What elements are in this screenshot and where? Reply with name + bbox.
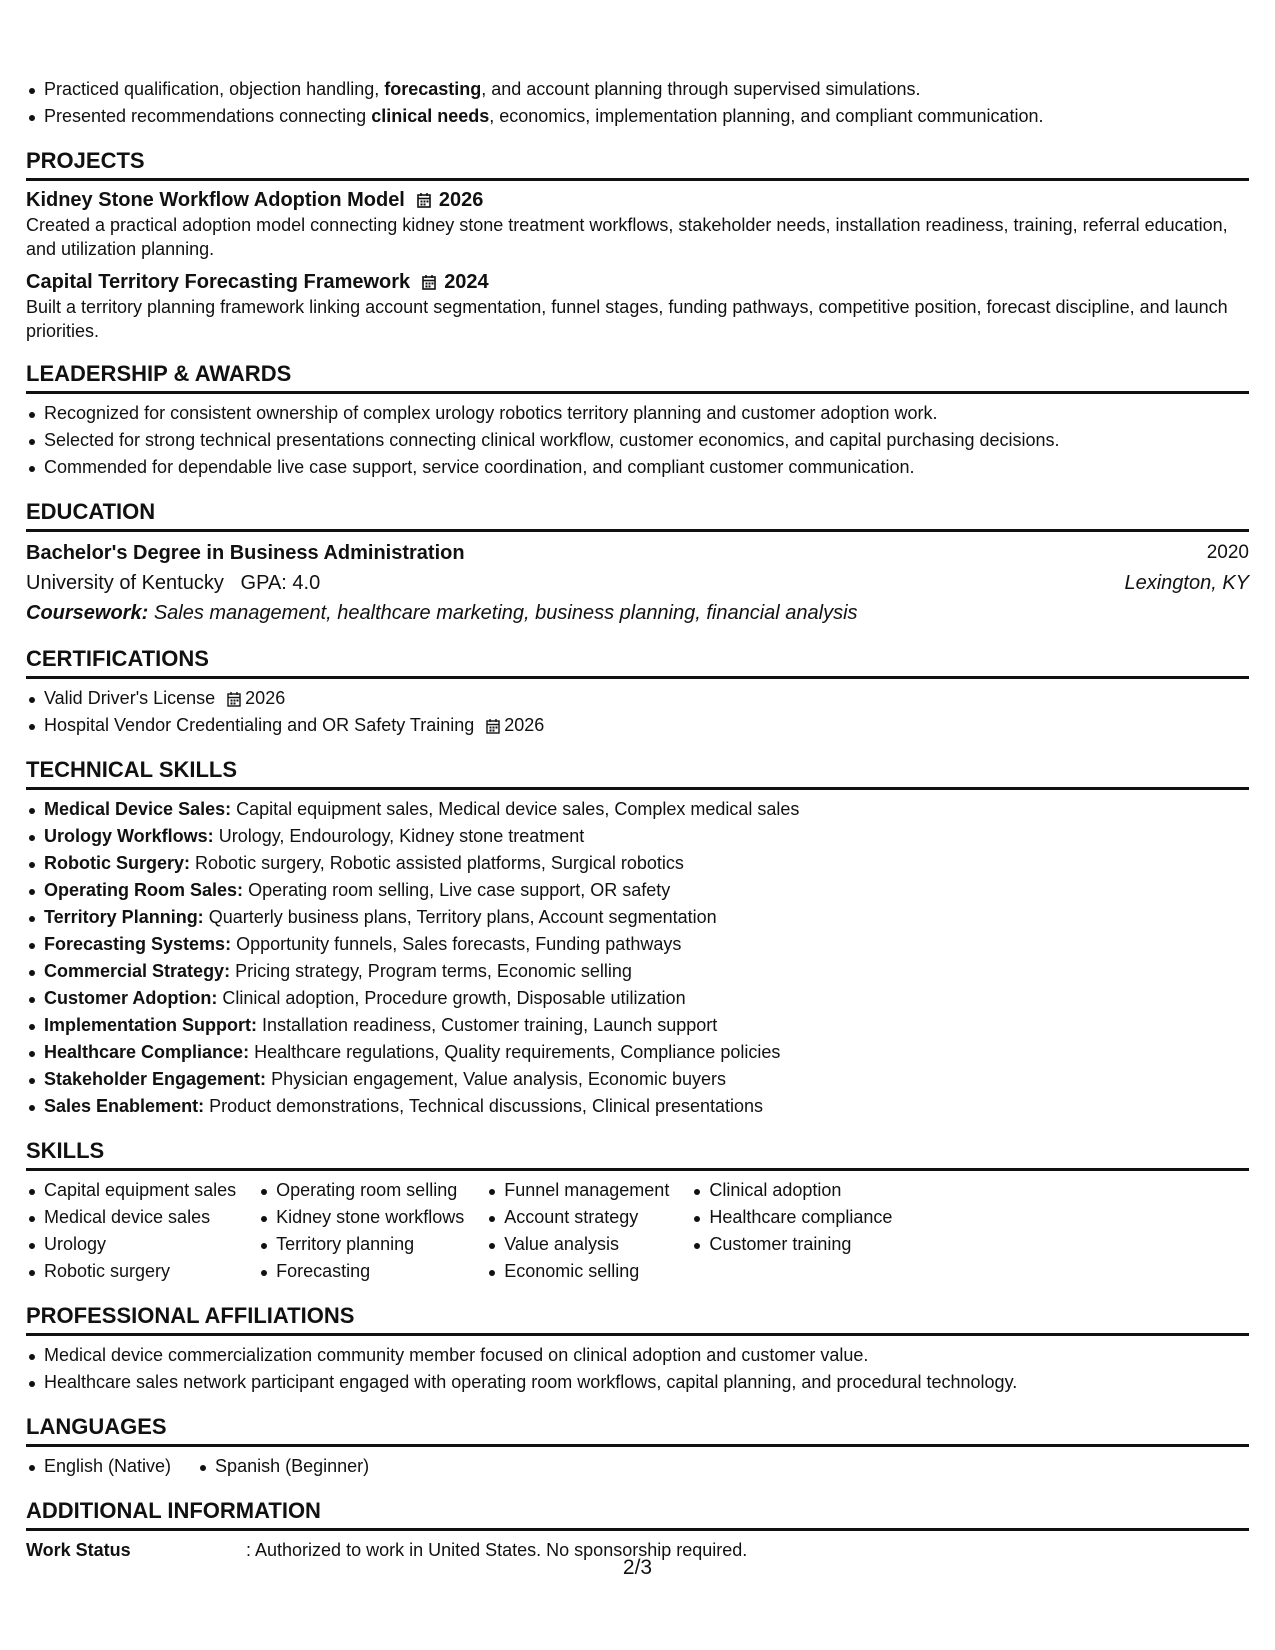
calendar-icon bbox=[417, 192, 431, 208]
list-item: Stakeholder Engagement: Physician engagement, Value analysis, Economic buyers bbox=[26, 1066, 1249, 1093]
list-item: Robotic Surgery: Robotic surgery, Robotic assisted platforms, Surgical robotics bbox=[26, 850, 1249, 877]
section-heading-leadership: LEADERSHIP & AWARDS bbox=[26, 361, 1249, 394]
languages-list bbox=[26, 1453, 1249, 1480]
section-heading-skills: SKILLS bbox=[26, 1138, 1249, 1171]
project-year: 2026 bbox=[438, 189, 484, 211]
list-item: Operating room selling bbox=[258, 1177, 464, 1204]
certifications-list bbox=[26, 685, 1249, 739]
coursework-label: Coursework: bbox=[26, 602, 149, 624]
skills-column bbox=[258, 1177, 464, 1285]
coursework: Sales management, healthcare marketing, business planning, financial analysis bbox=[153, 602, 858, 624]
list-item: Urology Workflows: Urology, Endourology, Kidney stone treatment bbox=[26, 823, 1249, 850]
list-item: Recognized for consistent ownership of complex urology robotics territory planning and customer adoption work. bbox=[26, 400, 1249, 427]
list-item: Spanish (Beginner) bbox=[197, 1453, 369, 1480]
list-item: Healthcare compliance bbox=[691, 1204, 892, 1231]
certification-name: Hospital Vendor Credentialing and OR Safety Training bbox=[44, 715, 475, 735]
list-item: Robotic surgery bbox=[26, 1258, 236, 1285]
list-item: Forecasting bbox=[258, 1258, 464, 1285]
list-item: Practiced qualification, objection handling, forecasting, and account planning through supervised simulations. bbox=[26, 76, 1249, 103]
list-item: Sales Enablement: Product demonstrations, Technical discussions, Clinical presentations bbox=[26, 1093, 1249, 1120]
skills-column bbox=[26, 1177, 236, 1285]
list-item: Healthcare sales network participant engaged with operating room workflows, capital planning, and procedural technology. bbox=[26, 1369, 1249, 1396]
list-item: Account strategy bbox=[486, 1204, 669, 1231]
skills-columns bbox=[26, 1177, 1249, 1285]
list-item: Implementation Support: Installation readiness, Customer training, Launch support bbox=[26, 1012, 1249, 1039]
resume-page bbox=[26, 76, 1249, 1563]
section-heading-technical-skills: TECHNICAL SKILLS bbox=[26, 757, 1249, 790]
list-item: Clinical adoption bbox=[691, 1177, 892, 1204]
project-item bbox=[26, 187, 1249, 261]
list-item: Territory Planning: Quarterly business plans, Territory plans, Account segmentation bbox=[26, 904, 1249, 931]
list-item: Forecasting Systems: Opportunity funnels, Sales forecasts, Funding pathways bbox=[26, 931, 1249, 958]
skills-column bbox=[691, 1177, 892, 1285]
list-item: Economic selling bbox=[486, 1258, 669, 1285]
section-heading-languages: LANGUAGES bbox=[26, 1414, 1249, 1447]
page-number: 2/3 bbox=[622, 1556, 653, 1579]
list-item: Commended for dependable live case support, service coordination, and compliant customer communication. bbox=[26, 454, 1249, 481]
list-item: Operating Room Sales: Operating room selling, Live case support, OR safety bbox=[26, 877, 1249, 904]
list-item bbox=[26, 712, 1249, 739]
project-item bbox=[26, 269, 1249, 343]
list-item: Territory planning bbox=[258, 1231, 464, 1258]
certification-year: 2026 bbox=[245, 688, 286, 708]
calendar-icon bbox=[227, 691, 241, 707]
section-heading-certifications: CERTIFICATIONS bbox=[26, 646, 1249, 679]
list-item: Capital equipment sales bbox=[26, 1177, 236, 1204]
list-item: Medical Device Sales: Capital equipment sales, Medical device sales, Complex medical sales bbox=[26, 796, 1249, 823]
gpa: GPA: 4.0 bbox=[240, 572, 321, 594]
certification-year: 2026 bbox=[504, 715, 545, 735]
list-item: Urology bbox=[26, 1231, 236, 1258]
graduation-year: 2020 bbox=[1206, 542, 1249, 563]
top-bullets bbox=[26, 76, 1249, 130]
degree: Bachelor's Degree in Business Administration bbox=[26, 542, 465, 564]
list-item: Presented recommendations connecting clinical needs, economics, implementation planning, and compliant communication. bbox=[26, 103, 1249, 130]
section-heading-education: EDUCATION bbox=[26, 499, 1249, 532]
list-item: Funnel management bbox=[486, 1177, 669, 1204]
list-item: Commercial Strategy: Pricing strategy, Program terms, Economic selling bbox=[26, 958, 1249, 985]
project-description: Created a practical adoption model connecting kidney stone treatment workflows, stakeholder needs, installation readiness, training, referral education, and utilization planning. bbox=[26, 215, 1228, 259]
list-item: Selected for strong technical presentations connecting clinical workflow, customer economics, and capital purchasing decisions. bbox=[26, 427, 1249, 454]
section-heading-affiliations: PROFESSIONAL AFFILIATIONS bbox=[26, 1303, 1249, 1336]
project-year: 2024 bbox=[444, 271, 489, 293]
project-title: Kidney Stone Workflow Adoption Model bbox=[26, 189, 405, 211]
work-status-label: Work Status bbox=[26, 1540, 131, 1560]
section-heading-projects: PROJECTS bbox=[26, 148, 1249, 181]
calendar-icon bbox=[422, 274, 436, 290]
list-item: Customer Adoption: Clinical adoption, Procedure growth, Disposable utilization bbox=[26, 985, 1249, 1012]
calendar-icon bbox=[486, 718, 500, 734]
list-item: Value analysis bbox=[486, 1231, 669, 1258]
leadership-list bbox=[26, 400, 1249, 481]
list-item: Medical device commercialization community member focused on clinical adoption and customer value. bbox=[26, 1342, 1249, 1369]
section-heading-additional: ADDITIONAL INFORMATION bbox=[26, 1498, 1249, 1531]
project-title: Capital Territory Forecasting Framework bbox=[26, 271, 411, 293]
list-item: Medical device sales bbox=[26, 1204, 236, 1231]
skills-column bbox=[486, 1177, 669, 1285]
affiliations-list bbox=[26, 1342, 1249, 1396]
list-item: Customer training bbox=[691, 1231, 892, 1258]
school-name: University of Kentucky bbox=[26, 572, 224, 594]
work-status-value: : Authorized to work in United States. No sponsorship required. bbox=[246, 1540, 748, 1560]
school-location: Lexington, KY bbox=[1124, 572, 1249, 594]
project-description: Built a territory planning framework linking account segmentation, funnel stages, funding pathways, competitive position, forecast discipline, and launch priorities. bbox=[26, 297, 1228, 341]
list-item: Healthcare Compliance: Healthcare regulations, Quality requirements, Compliance policies bbox=[26, 1039, 1249, 1066]
list-item: English (Native) bbox=[26, 1453, 171, 1480]
certification-name: Valid Driver's License bbox=[44, 688, 216, 708]
list-item: Kidney stone workflows bbox=[258, 1204, 464, 1231]
list-item bbox=[26, 685, 1249, 712]
technical-skills-list bbox=[26, 796, 1249, 1120]
